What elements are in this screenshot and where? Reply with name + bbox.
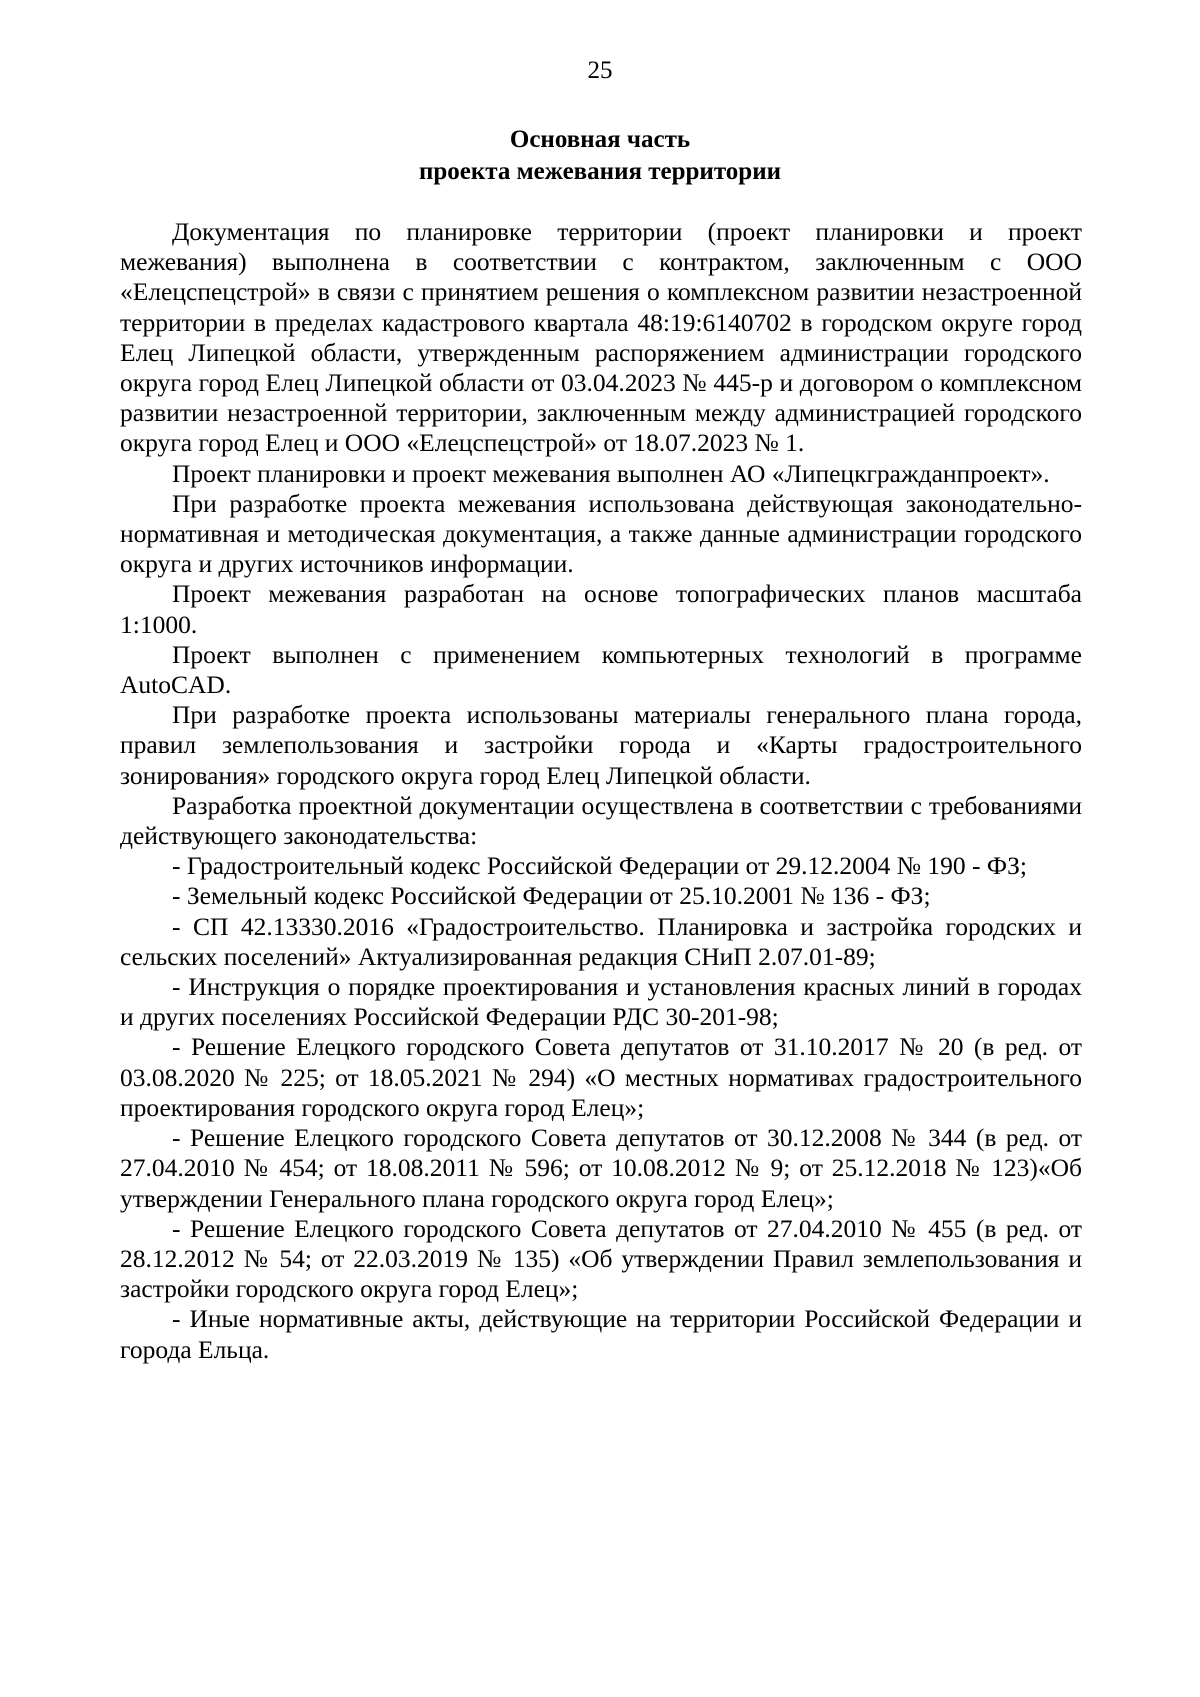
paragraph-documentation-used: При разработке проекта межевания использована действующая законодательно-нормативная и методическая документация, а также данные администрации городского округа и других источников информации. — [120, 488, 1082, 579]
page-number: 25 — [587, 57, 613, 84]
list-item-land-code: - Земельный кодекс Российской Федерации от 25.10.2001 № 136 - ФЗ; — [172, 881, 931, 911]
paragraph-materials: При разработке проекта использованы материалы генерального плана города, правил землепользования и застройки города и «Карты градостроительного зонирования» городского округа город Елец Липецкой области. — [120, 700, 1082, 790]
list-item-rds-instruction: - Инструкция о порядке проектирования и установления красных линий в городах и других поселениях Российской Федерации РДС 30-201-98; — [120, 972, 1082, 1032]
section-title-line-1: Основная часть — [509, 126, 691, 153]
section-title-line-2: проекта межевания территории — [419, 158, 781, 185]
paragraph-topographic-basis: Проект межевания разработан на основе топографических планов масштаба 1:1000. — [120, 579, 1082, 639]
section-title — [0, 124, 1200, 188]
list-item-decision-455: - Решение Елецкого городского Совета депутатов от 27.04.2010 № 455 (в ред. от 28.12.2012 № 54; от 22.03.2019 № 135) «Об утверждении Правил землепользования и застройки городского округа город Елец»; — [120, 1213, 1082, 1304]
paragraph-software: Проект выполнен с применением компьютерных технологий в программе AutoCAD. — [120, 639, 1082, 700]
list-item-other-acts: - Иные нормативные акты, действующие на территории Российской Федерации и города Ельца. — [120, 1304, 1082, 1364]
list-item-sp-42: - СП 42.13330.2016 «Градостроительство. Планировка и застройка городских и сельских поселений» Актуализированная редакция СНиП 2.07.01-89; — [120, 911, 1082, 971]
list-item-urban-code: - Градостроительный кодекс Российской Федерации от 29.12.2004 № 190 - ФЗ; — [172, 851, 1027, 881]
paragraph-intro: Документация по планировке территории (проект планировки и проект межевания) выполнена в соответствии с контрактом, заключенным с ООО «Елецспецстрой» в связи с принятием решения о комплексном развитии незастроенной территории в пределах кадастрового квартала 48:19:6140702 в городском округе город Елец Липецкой области, утвержденным распоряжением администрации городского округа город Елец Липецкой области от 03.04.2023 № 445-р и договором о комплексном развитии незастроенной территории, заключенным между администрацией городского округа город Елец и ООО «Елецспецстрой» от 18.07.2023 № 1. — [120, 217, 1082, 458]
paragraph-legal-basis: Разработка проектной документации осуществлена в соответствии с требованиями действующего законодательства: — [120, 790, 1082, 851]
document-body — [120, 217, 1082, 1365]
list-item-decision-20: - Решение Елецкого городского Совета депутатов от 31.10.2017 № 20 (в ред. от 03.08.2020 № 225; от 18.05.2021 № 294) «О местных нормативах градостроительного проектирования городского округа город Елец»; — [120, 1032, 1082, 1122]
list-item-decision-344: - Решение Елецкого городского Совета депутатов от 30.12.2008 № 344 (в ред. от 27.04.2010 № 454; от 18.08.2011 № 596; от 10.08.2012 № 9; от 25.12.2018 № 123)«Об утверждении Генерального плана городского округа город Елец»; — [120, 1123, 1082, 1213]
paragraph-performer: Проект планировки и проект межевания выполнен АО «Липецкгражданпроект». — [172, 458, 1050, 488]
